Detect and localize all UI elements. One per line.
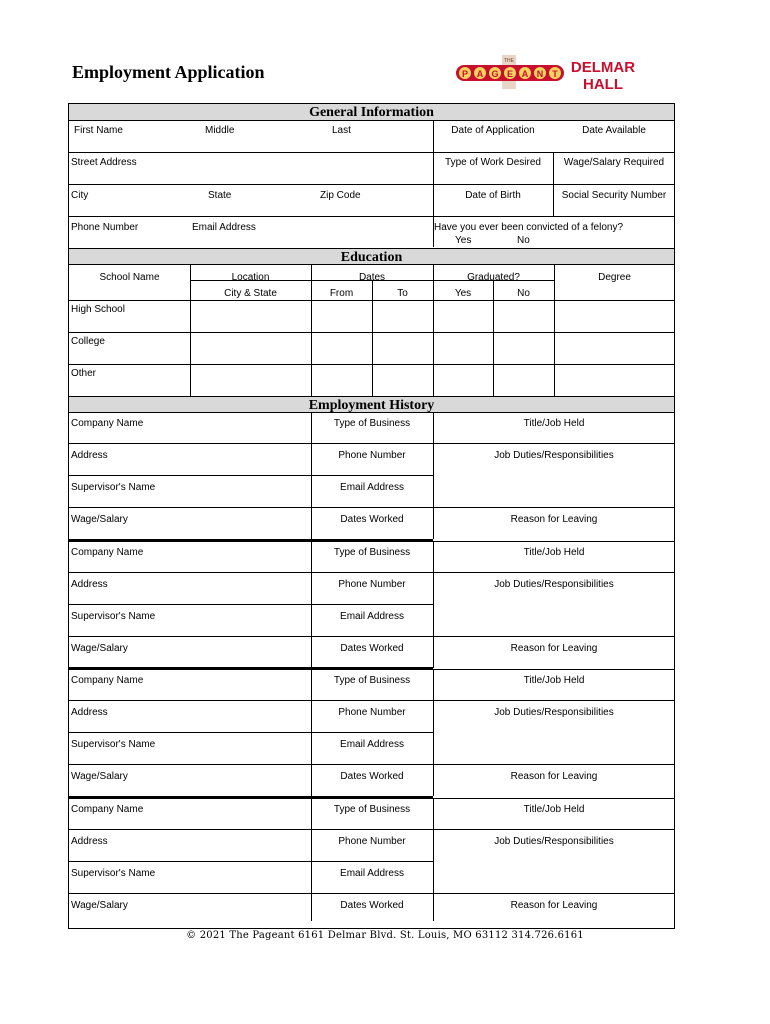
duties-field-1[interactable]: Job Duties/Responsibilities [494,450,614,461]
svg-text:THE: THE [504,58,514,64]
title-job-field-3[interactable]: Title/Job Held [523,675,585,686]
phone-number-field[interactable]: Phone Number [71,222,139,233]
title-job-field-1[interactable]: Title/Job Held [523,418,585,429]
date-of-birth-field[interactable]: Date of Birth [465,190,521,201]
svg-text:HALL: HALL [583,76,623,93]
svg-text:DELMAR: DELMAR [570,59,636,76]
wage-required-field[interactable]: Wage/Salary Required [563,157,665,168]
ssn-field[interactable]: Social Security Number [561,190,667,201]
supervisor-field-4[interactable]: Supervisor's Name [71,868,156,879]
duties-field-2[interactable]: Job Duties/Responsibilities [494,579,614,590]
street-address-field[interactable]: Street Address [71,157,137,168]
from-header: From [329,288,354,299]
type-of-business-field-1[interactable]: Type of Business [333,418,411,429]
page-title: Employment Application [72,62,265,82]
title-job-field-4[interactable]: Title/Job Held [523,804,585,815]
email-field-3[interactable]: Email Address [340,739,404,750]
date-of-application-field[interactable]: Date of Application [451,125,535,136]
employment-history-header: Employment History [69,396,674,413]
email-field-4[interactable]: Email Address [340,868,404,879]
date-available-field[interactable]: Date Available [582,125,646,136]
email-field-1[interactable]: Email Address [340,482,404,493]
address-field-2[interactable]: Address [71,579,108,590]
email-address-field[interactable]: Email Address [192,222,256,233]
graduated-yes-header: Yes [454,288,472,299]
pageant-letter: P [461,69,469,79]
type-of-business-field-4[interactable]: Type of Business [333,804,411,815]
dates-worked-field-4[interactable]: Dates Worked [340,900,404,911]
dates-header: Dates [358,272,386,283]
education-row-other[interactable]: Other [71,368,97,379]
delmar-hall-logo [570,56,636,93]
to-header: To [397,288,408,299]
pageant-letter: E [506,69,514,79]
supervisor-field-3[interactable]: Supervisor's Name [71,739,156,750]
city-field[interactable]: City [71,190,89,201]
dates-worked-field-2[interactable]: Dates Worked [340,643,404,654]
pageant-letter: A [476,69,484,79]
felony-question: Have you ever been convicted of a felony? [434,222,624,233]
company-name-field-1[interactable]: Company Name [71,418,144,429]
duties-field-3[interactable]: Job Duties/Responsibilities [494,707,614,718]
pageant-letter: A [521,69,529,79]
zip-code-field[interactable]: Zip Code [320,190,361,201]
school-name-header: School Name [99,272,160,283]
middle-name-field[interactable]: Middle [205,125,235,136]
footer-address: © 2021 The Pageant 6161 Delmar Blvd. St. Louis, MO 63112 314.726.6161 [186,930,584,941]
pageant-letter: G [491,69,499,79]
phone-field-3[interactable]: Phone Number [338,707,406,718]
pageant-letter: N [536,69,544,79]
address-field-3[interactable]: Address [71,707,108,718]
email-field-2[interactable]: Email Address [340,611,404,622]
title-job-field-2[interactable]: Title/Job Held [523,547,585,558]
type-of-business-field-2[interactable]: Type of Business [333,547,411,558]
wage-field-2[interactable]: Wage/Salary [71,643,128,654]
education-row-high-school[interactable]: High School [71,304,125,315]
company-name-field-2[interactable]: Company Name [71,547,144,558]
pageant-letter: T [552,69,558,79]
reason-for-leaving-field-2[interactable]: Reason for Leaving [510,643,598,654]
reason-for-leaving-field-4[interactable]: Reason for Leaving [510,900,598,911]
graduated-header: Graduated? [467,272,520,283]
dates-worked-field-1[interactable]: Dates Worked [340,514,404,525]
felony-no-option[interactable]: No [517,235,530,246]
application-form [68,103,675,929]
state-field[interactable]: State [208,190,232,201]
wage-field-1[interactable]: Wage/Salary [71,514,128,525]
general-info-header: General Information [69,104,674,121]
phone-field-1[interactable]: Phone Number [338,450,406,461]
phone-field-2[interactable]: Phone Number [338,579,406,590]
phone-field-4[interactable]: Phone Number [338,836,406,847]
address-field-4[interactable]: Address [71,836,108,847]
reason-for-leaving-field-1[interactable]: Reason for Leaving [510,514,598,525]
reason-for-leaving-field-3[interactable]: Reason for Leaving [510,771,598,782]
address-field-1[interactable]: Address [71,450,108,461]
location-header: Location [231,272,270,283]
duties-field-4[interactable]: Job Duties/Responsibilities [494,836,614,847]
felony-yes-option[interactable]: Yes [455,235,472,246]
education-header: Education [69,248,674,265]
wage-field-4[interactable]: Wage/Salary [71,900,128,911]
dates-worked-field-3[interactable]: Dates Worked [340,771,404,782]
type-of-work-field[interactable]: Type of Work Desired [445,157,541,168]
supervisor-field-1[interactable]: Supervisor's Name [71,482,156,493]
first-name-field[interactable]: First Name [74,125,123,136]
degree-header: Degree [598,272,631,283]
company-name-field-3[interactable]: Company Name [71,675,144,686]
supervisor-field-2[interactable]: Supervisor's Name [71,611,156,622]
city-state-header: City & State [224,288,277,299]
last-name-field[interactable]: Last [332,125,351,136]
pageant-logo [456,55,564,89]
education-row-college[interactable]: College [71,336,105,347]
wage-field-3[interactable]: Wage/Salary [71,771,128,782]
graduated-no-header: No [517,288,530,299]
type-of-business-field-3[interactable]: Type of Business [333,675,411,686]
company-name-field-4[interactable]: Company Name [71,804,144,815]
